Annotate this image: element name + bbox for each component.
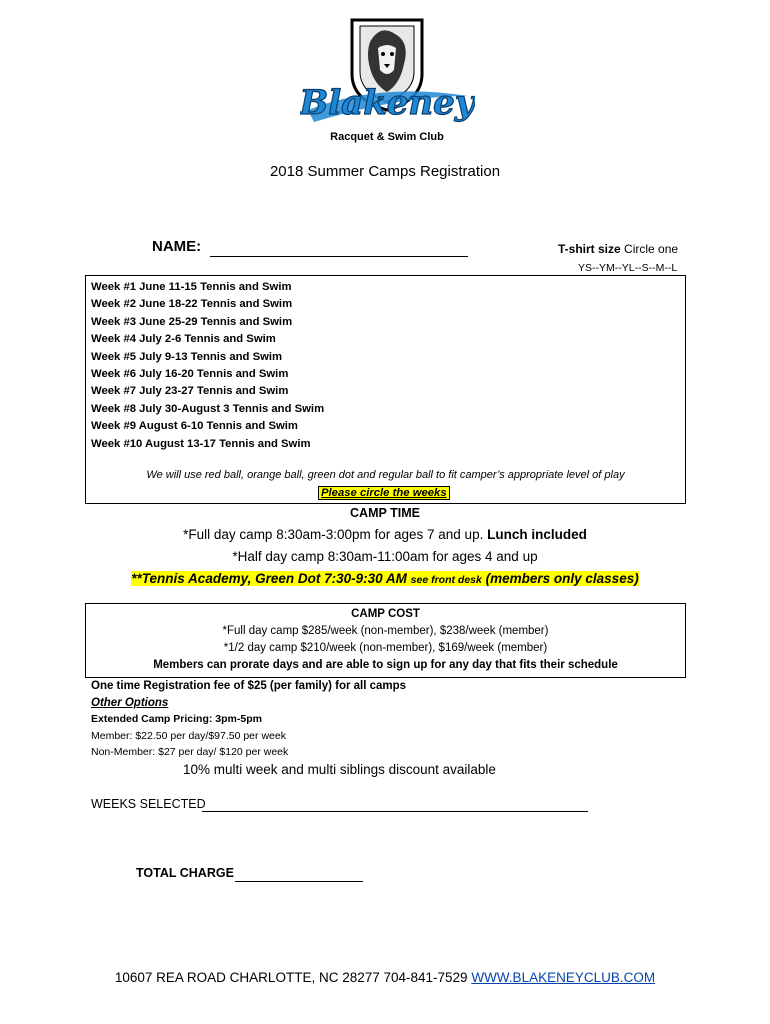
website-link[interactable]: WWW.BLAKENEYCLUB.COM — [471, 970, 656, 985]
tshirt-label: T-shirt size — [558, 242, 621, 256]
extended-member-price: Member: $22.50 per day/$97.50 per week — [91, 730, 286, 742]
total-charge-label: TOTAL CHARGE — [136, 866, 234, 880]
week-item[interactable]: Week #6 July 16-20 Tennis and Swim — [91, 367, 289, 380]
tshirt-size-options[interactable]: YS--YM--YL--S--M--L — [578, 262, 678, 274]
week-item[interactable]: Week #9 August 6-10 Tennis and Swim — [91, 420, 298, 433]
ball-level-note: We will use red ball, orange ball, green dot and regular ball to fit camper’s appropriate level of play — [146, 469, 625, 481]
total-charge-field[interactable] — [235, 881, 363, 882]
camp-time-heading: CAMP TIME — [350, 506, 420, 520]
lion-crest-icon — [300, 12, 475, 150]
tshirt-size-label — [558, 242, 678, 256]
lunch-included: Lunch included — [487, 527, 587, 542]
footer — [0, 970, 770, 985]
camp-cost-heading: CAMP COST — [351, 608, 420, 620]
week-item[interactable]: Week #4 July 2-6 Tennis and Swim — [91, 333, 276, 346]
page-title: 2018 Summer Camps Registration — [269, 163, 501, 180]
circle-weeks-instruction: Please circle the weeks — [318, 486, 450, 500]
weeks-selected-field[interactable] — [202, 811, 588, 812]
week-item[interactable]: Week #3 June 25-29 Tennis and Swim — [91, 315, 293, 328]
member-prorate-note: Members can prorate days and are able to sign up for any day that fits their schedule — [153, 659, 618, 671]
week-item[interactable]: Week #8 July 30-August 3 Tennis and Swim — [91, 402, 325, 415]
academy-main: **Tennis Academy, Green Dot 7:30-9:30 AM — [131, 571, 407, 586]
week-item[interactable]: Week #7 July 23-27 Tennis and Swim — [91, 385, 289, 398]
tennis-academy-line — [0, 571, 770, 586]
extended-pricing-title: Extended Camp Pricing: 3pm-5pm — [91, 713, 262, 725]
academy-see-desk: see front desk — [410, 574, 482, 586]
footer-address: 10607 REA ROAD CHARLOTTE, NC 28277 704-841-7529 — [114, 970, 468, 985]
tshirt-instruction: Circle one — [624, 242, 679, 256]
half-day-cost: *1/2 day camp $210/week (non-member), $169/week (member) — [223, 642, 548, 654]
full-day-camp-time — [0, 527, 770, 542]
full-day-text: *Full day camp 8:30am-3:00pm for ages 7 and up. — [183, 527, 484, 542]
logo-brand-text: Blakeney — [300, 83, 475, 123]
registration-fee: One time Registration fee of $25 (per family) for all camps — [91, 680, 407, 692]
other-options-heading: Other Options — [91, 697, 169, 709]
name-field-line[interactable] — [210, 256, 468, 257]
logo-subtitle: Racquet & Swim Club — [330, 131, 444, 143]
week-item[interactable]: Week #2 June 18-22 Tennis and Swim — [91, 298, 293, 311]
week-item[interactable]: Week #1 June 11-15 Tennis and Swim — [91, 281, 292, 293]
full-day-cost: *Full day camp $285/week (non-member), $238/week (member) — [222, 625, 549, 637]
club-logo — [300, 12, 475, 150]
weeks-list — [91, 279, 324, 453]
extended-nonmember-price: Non-Member: $27 per day/ $120 per week — [91, 746, 289, 758]
discount-note: 10% multi week and multi siblings discount available — [183, 762, 496, 777]
academy-members-only: (members only classes) — [485, 571, 639, 586]
week-item[interactable]: Week #10 August 13-17 Tennis and Swim — [91, 437, 311, 450]
weeks-selected-label: WEEKS SELECTED — [91, 797, 206, 811]
week-item[interactable]: Week #5 July 9-13 Tennis and Swim — [91, 350, 283, 363]
half-day-camp-time: *Half day camp 8:30am-11:00am for ages 4 and up — [232, 549, 538, 564]
name-label: NAME: — [152, 238, 202, 255]
